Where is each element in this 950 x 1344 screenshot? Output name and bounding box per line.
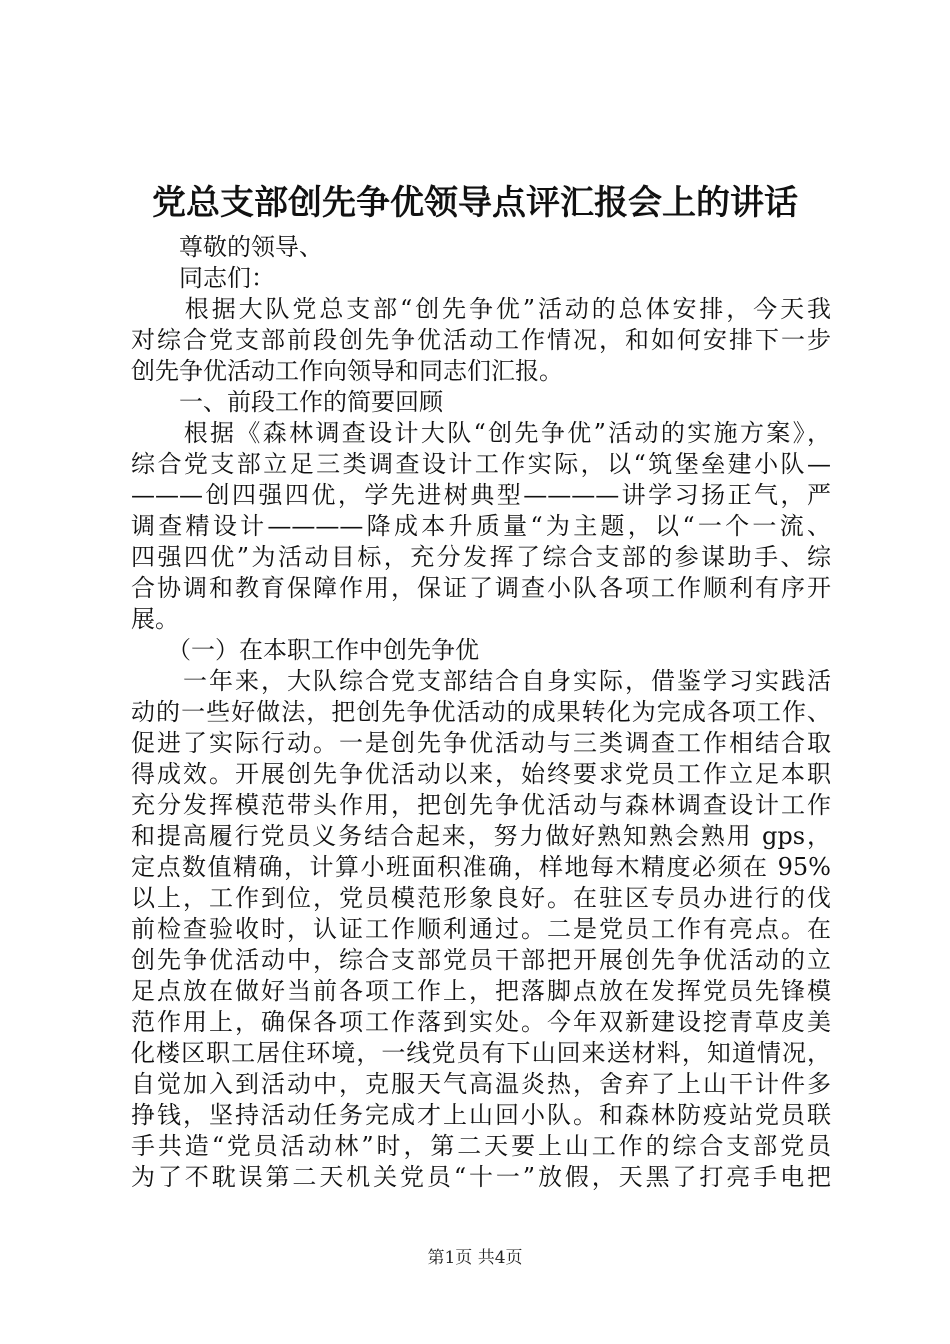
body-line: 为了不耽误第二天机关党员“十一”放假，天黑了打亮手电把: [131, 1163, 831, 1191]
body-line: 促进了实际行动。一是创先争优活动与三类调查工作相结合取: [131, 729, 831, 757]
body-line: 综合党支部立足三类调查设计工作实际，以“筑堡垒建小队—: [131, 450, 831, 478]
body-line: 以上，工作到位，党员模范形象良好。在驻区专员办进行的伐: [131, 884, 831, 912]
body-line: 一年来，大队综合党支部结合自身实际，借鉴学习实践活: [131, 667, 831, 695]
body-line: 同志们：: [131, 264, 275, 292]
body-line: 动的一些好做法，把创先争优活动的成果转化为完成各项工作、: [131, 698, 831, 726]
body-line: 化楼区职工居住环境，一线党员有下山回来送材料，知道情况，: [131, 1039, 831, 1067]
body-line: 前检查验收时，认证工作顺利通过。二是党员工作有亮点。在: [131, 915, 831, 943]
body-line: 足点放在做好当前各项工作上，把落脚点放在发挥党员先锋模: [131, 977, 831, 1005]
body-line: 根据《森林调查设计大队“创先争优”活动的实施方案》，: [131, 419, 831, 447]
body-line: 定点数值精确，计算小班面积准确，样地每木精度必须在 95%: [131, 853, 831, 881]
body-line: 创先争优活动工作向领导和同志们汇报。: [131, 357, 563, 385]
body-line: （一）在本职工作中创先争优: [131, 636, 479, 664]
body-line: 根据大队党总支部“创先争优”活动的总体安排，今天我: [131, 295, 831, 323]
body-line: 创先争优活动中，综合支部党员干部把开展创先争优活动的立: [131, 946, 831, 974]
body-line: 和提高履行党员义务结合起来，努力做好熟知熟会熟用 gps，: [131, 822, 831, 850]
body-line: 挣钱，坚持活动任务完成才上山回小队。和森林防疫站党员联: [131, 1101, 831, 1129]
body-line: 四强四优”为活动目标，充分发挥了综合支部的参谋助手、综: [131, 543, 831, 571]
body-line: 尊敬的领导、: [131, 233, 323, 261]
body-line: 范作用上，确保各项工作落到实处。今年双新建设挖青草皮美: [131, 1008, 831, 1036]
document-body: [131, 232, 831, 1193]
body-line: 充分发挥模范带头作用，把创先争优活动与森林调查设计工作: [131, 791, 831, 819]
body-line: 对综合党支部前段创先争优活动工作情况，和如何安排下一步: [131, 326, 831, 354]
body-line: 合协调和教育保障作用，保证了调查小队各项工作顺利有序开: [131, 574, 831, 602]
body-line: 得成效。开展创先争优活动以来，始终要求党员工作立足本职: [131, 760, 831, 788]
body-line: 自觉加入到活动中，克服天气高温炎热，舍弃了上山干计件多: [131, 1070, 831, 1098]
body-line: 调查精设计————降成本升质量“为主题，以“一个一流、: [131, 512, 831, 540]
body-line: 展。: [131, 605, 179, 633]
page-footer: 第1页 共4页: [427, 1248, 523, 1268]
body-line: ———创四强四优，学先进树典型————讲学习扬正气，严: [131, 481, 831, 509]
body-line: 手共造“党员活动林”时，第二天要上山工作的综合支部党员: [131, 1132, 831, 1160]
body-line: 一、前段工作的简要回顾: [131, 388, 443, 416]
document-title: 党总支部创先争优领导点评汇报会上的讲话: [152, 183, 798, 223]
